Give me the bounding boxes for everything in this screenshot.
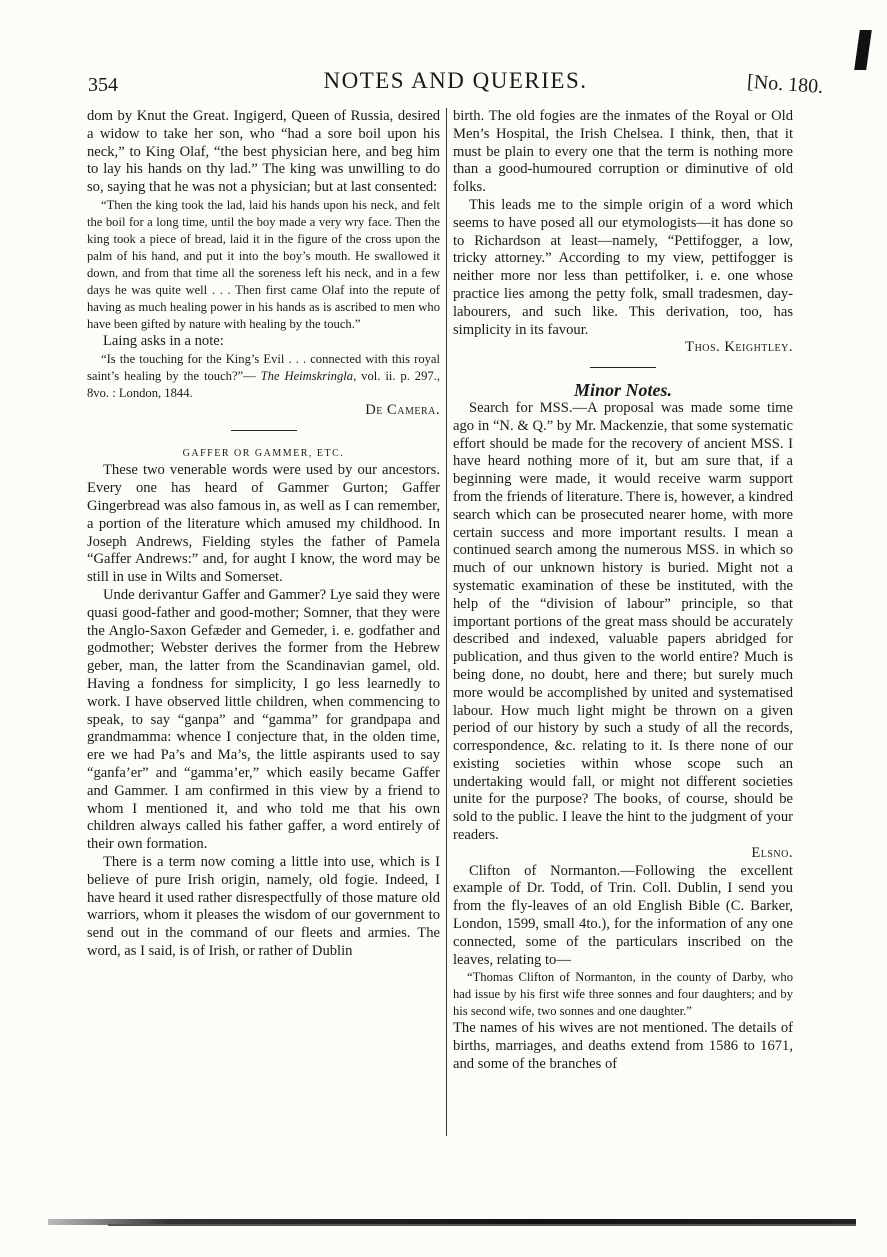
page-edge-mark	[854, 30, 872, 70]
left-paragraph-4: Unde derivantur Gaffer and Gammer? Lye said they were quasi good-father and good-mother; Somner, that they were the Anglo-Saxon Gefæder and Gemeder, i. e. godfather and godmother; Webster derives the former from the Hebrew geber, man, the latter from the Scandinavian gamel, old. Having a fondness for simplicity, I go less learnedly to work. I have observed little children, when commencing to speak, to say “ganpa” and “gamma” for grandpapa and grandmamma: whence I conjecture that, in the olden time, ere we had Pa’s and Ma’s, the little aspirants used to say “ganfa’er” and “gamma’er,” which easily became Gaffer and Gammer. I am confirmed in this view by a friend to whom I mentioned it, and who told me that his own children always called his father gaffer, a word entirely of their own formation.	[87, 586, 440, 853]
right-paragraph-4: Clifton of Normanton.—Following the excellent example of Dr. Todd, of Trin. Coll. Dublin, I send you from the fly-leaves of an old English Bible (C. Barker, London, 1599, small 4to.), for the information of any one connected, some of the particulars inscribed on the leaves, relating to—	[453, 862, 793, 968]
left-paragraph-1: dom by Knut the Great. Ingigerd, Queen of Russia, desired a widow to take her son, who “had a sore boil upon his neck,” to King Olaf, “the best physician here, and beg him to lay his hands on thy lad.” The king was unwilling to do so, saying that he was not a physician; but at last consented:	[87, 108, 440, 196]
section-divider-2	[590, 367, 656, 368]
left-quote-2	[87, 351, 440, 402]
left-quote-1: “Then the king took the lad, laid his hands upon his neck, and felt the boil for a long time, until the boy made a very wry face. Then the king took a piece of bread, laid it in the figure of the cross upon the palm of his hand, and put it into the boy’s mouth. He swallowed it down, and from that time all the soreness left his neck, and in a few days he was quite well . . . Then first came Olaf into the repute of having as much healing power in his hands as is ascribed to men who have been gifted by nature with healing by the touch.”	[87, 197, 440, 331]
signature-de-camera: De Camera.	[365, 401, 440, 418]
left-quote-2-text: “Is the touching for the King’s Evil . . . connected with this royal saint’s healing by the touch?”—	[87, 351, 440, 383]
signature-elsno: Elsno.	[751, 844, 793, 861]
right-quote-1: “Thomas Clifton of Normanton, in the county of Darby, who had issue by his first wife three sonnes and four daughters; and by his second wife, two sonnes and one daughter.”	[453, 970, 793, 1019]
signature-keightley: Thos. Keightley.	[685, 339, 793, 356]
right-column	[453, 108, 793, 1074]
left-paragraph-2: Laing asks in a note:	[103, 332, 224, 349]
page-number: 354	[88, 74, 118, 96]
left-paragraph-5: There is a term now coming a little into use, which is I believe of pure Irish origin, namely, old fogie. Indeed, I have heard it used rather disrespectfully of those mature old warriors, whom it pleases the wisdom of our government to send out in the command of our fleets and armies. The word, as I said, is of Irish, or rather of Dublin	[87, 853, 440, 959]
running-title: NOTES AND QUERIES.	[323, 68, 588, 93]
right-paragraph-2: This leads me to the simple origin of a word which seems to have posed all our etymologists—it has done so to Richardson at least—namely, “Pettifogger, a low, tricky attorney.” According to my view, pettifogger is neither more nor less than pettifolker, i. e. one whose practice lies among the petty folk, small tradesmen, day-labourers, and such like. This derivation, too, has simplicity in its favour.	[453, 196, 793, 338]
bottom-rule-thin	[108, 1224, 856, 1226]
right-paragraph-5: The names of his wives are not mentioned. The details of births, marriages, and deaths extend from 1586 to 1671, and some of the branches of	[453, 1020, 793, 1073]
right-paragraph-3: Search for MSS.—A proposal was made some time ago in “N. & Q.” by Mr. Mackenzie, that some systematic effort should be made for the recovery of ancient MSS. I have heard nothing more of it, but am sure that, if a beginning were made, it would receive warm support from the friends of literature. There is, however, a kindred search which can be prosecuted nearer home, with more certain success and more important results. I mean a continued search among the numerous MSS. in which so much of our unknown history is buried. Might not a systematic examination of these be instituted, with the help of the “division of labour” principle, so that important portions of the great mass should be accurately described and indexed, valuable papers abridged for publication, and thus given to the world entire? Much is being done, no doubt, here and there; but surely much more would be accomplished by united and systematised labour. How much light might be thrown on a given period of our history by such a study of all the records, correspondence, &c. relating to it. Is there none of our existing societies within whose scope such an undertaking would fall, or might not different societies unite for the purpose? The books, of course, should be sold to the public. I leave the hint to the judgment of your readers.	[453, 399, 793, 844]
article-subhead: GAFFER OR GAMMER, ETC.	[182, 447, 345, 459]
page-header	[88, 66, 823, 102]
right-paragraph-1: birth. The old fogies are the inmates of the Royal or Old Men’s Hospital, the Irish Chelsea. I think, then, that it must be plain to every one that the term is nothing more than a good-humoured corruption or diminutive of old folks.	[453, 108, 793, 196]
minor-notes-title: Minor Notes.	[573, 380, 672, 401]
left-column	[87, 108, 440, 961]
issue-number: [No. 180.	[746, 70, 824, 98]
left-quote-2-source: The Heimskringla	[260, 368, 354, 383]
section-divider	[231, 430, 297, 431]
left-paragraph-3: These two venerable words were used by our ancestors. Every one has heard of Gammer Gurton; Gaffer Gingerbread was also famous in, as well as I can remember, a portion of the literature which amused my childhood. In Joseph Andrews, Fielding styles the father of Pamela “Gaffer Andrews:” and, for aught I know, the word may be still in use in Wilts and Somerset.	[87, 462, 440, 586]
left-quote-2-ref: , vol. ii. p. 297., 8vo. : London, 1844.	[87, 368, 440, 400]
column-divider	[446, 108, 447, 1136]
page-bottom-edge	[48, 1213, 856, 1230]
